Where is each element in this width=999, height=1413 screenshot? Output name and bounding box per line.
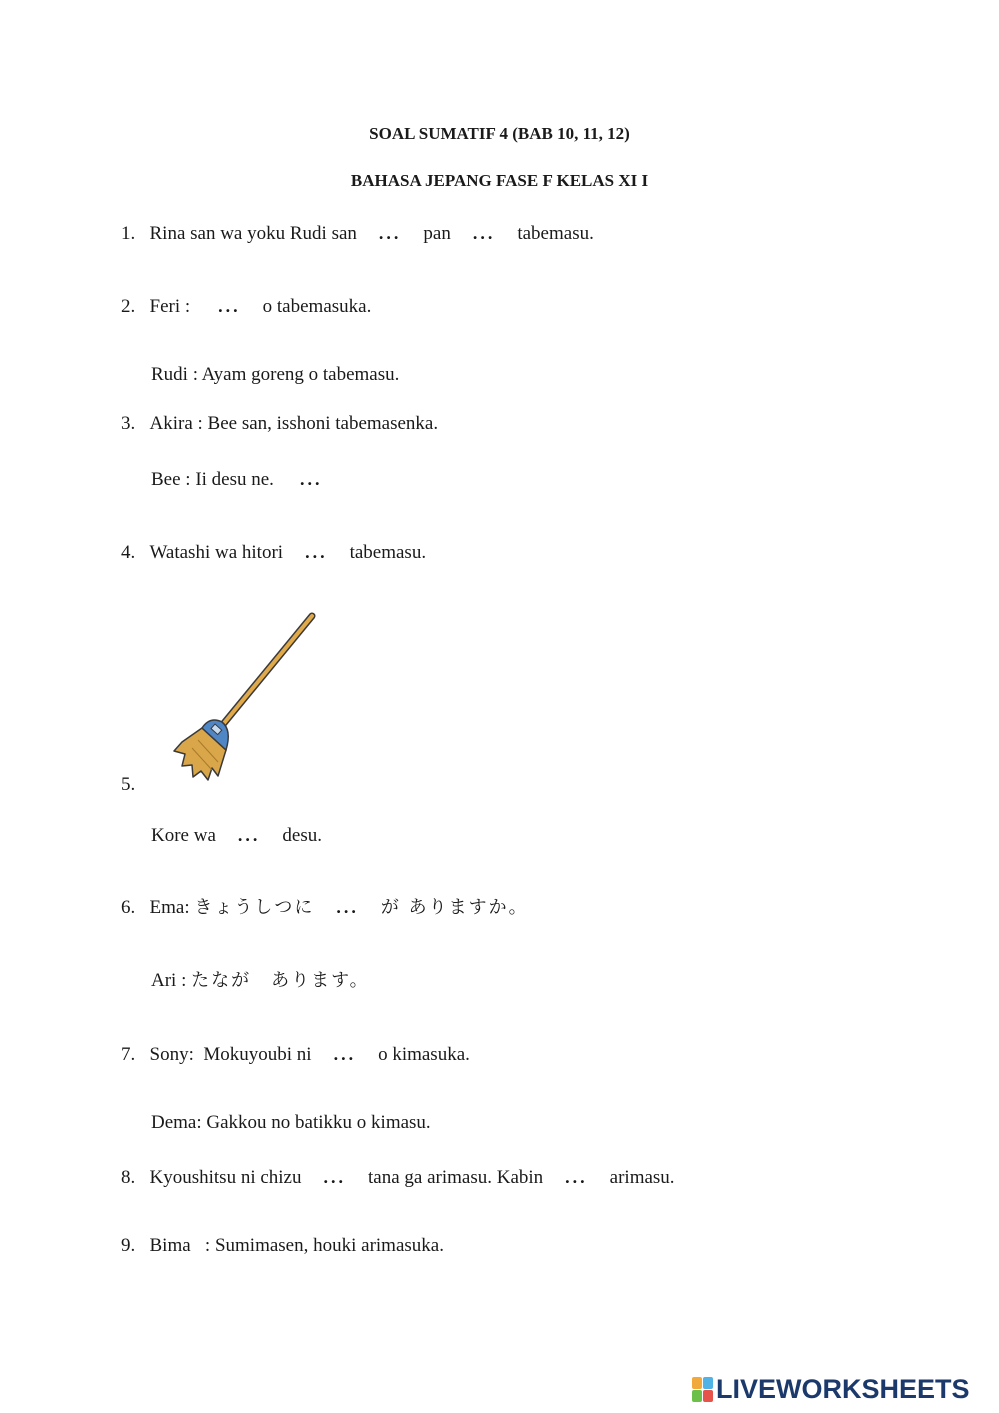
question-text: o tabemasuka. [262,296,372,317]
brand-name: LIVEWORKSHEETS [716,1373,970,1404]
question-text: tabemasu. [349,542,427,563]
question-number: 4. [121,542,136,563]
question-text-jp: が ありますか。 [380,897,529,918]
page-title: SOAL SUMATIF 4 (BAB 10, 11, 12) [369,124,630,143]
question-3 [121,414,438,433]
answer-blank[interactable]: ... [378,223,402,243]
answer-blank[interactable]: ... [565,1167,588,1187]
answer-blank[interactable]: ... [237,825,261,845]
question-7 [121,1045,470,1064]
question-text: pan [423,223,451,244]
question-text: Rina san wa yoku Rudi san [149,223,357,244]
question-text: : Sumimasen, houki arimasuka. [204,1235,444,1256]
question-text: o kimasuka. [378,1044,470,1065]
question-text: Kore wa [151,825,216,846]
question-text-jp: たなが あります。 [191,970,370,991]
broom-picture [168,610,320,788]
question-2 [121,297,371,316]
question-text: Akira : Bee san, isshoni tabemasenka. [149,413,439,434]
question-text: desu. [282,825,322,846]
question-text: Ari : [151,970,187,991]
question-text: Kyoushitsu ni chizu [149,1167,302,1188]
question-text: Feri : [149,296,191,317]
question-text: Bee : Ii desu ne. [151,469,274,490]
question-number: 9. [121,1235,136,1256]
question-text: Watashi wa hitori [149,542,284,563]
answer-blank[interactable]: ... [336,897,359,917]
question-9 [121,1236,444,1255]
question-number: 8. [121,1167,136,1188]
question-5 [151,826,322,845]
page-subtitle: BAHASA JEPANG FASE F KELAS XI I [350,171,649,190]
question-number: 2. [121,296,136,317]
question-3-answer [151,470,322,489]
question-number: 6. [121,897,136,918]
question-1 [121,224,594,243]
answer-blank[interactable]: ... [299,469,323,489]
question-2-answer: Rudi : Ayam goreng o tabemasu. [151,364,400,385]
question-text: tabemasu. [517,223,594,244]
liveworksheets-logo-icon [692,1377,713,1402]
question-text: Ema: [149,897,190,918]
answer-blank[interactable]: ... [305,542,328,562]
question-text: Sony: Mokuyoubi ni [149,1044,312,1065]
question-4 [121,543,426,562]
answer-blank[interactable]: ... [333,1044,357,1064]
question-6-answer [151,971,370,990]
answer-blank[interactable]: ... [472,223,496,243]
question-text-jp: きょうしつに [194,897,315,918]
question-text: Bima [149,1235,191,1256]
question-8 [121,1168,675,1187]
answer-blank[interactable]: ... [323,1167,346,1187]
question-7-answer: Dema: Gakkou no batikku o kimasu. [151,1112,431,1133]
question-6 [121,898,529,917]
question-number: 3. [121,413,136,434]
question-number: 1. [121,223,136,244]
question-5-number: 5. [121,774,136,795]
question-text: arimasu. [609,1167,675,1188]
question-text: tana ga arimasu. Kabin [368,1167,544,1188]
answer-blank[interactable]: ... [218,296,241,316]
question-number: 7. [121,1044,136,1065]
liveworksheets-logo [692,1373,970,1404]
broom-icon [174,616,312,780]
